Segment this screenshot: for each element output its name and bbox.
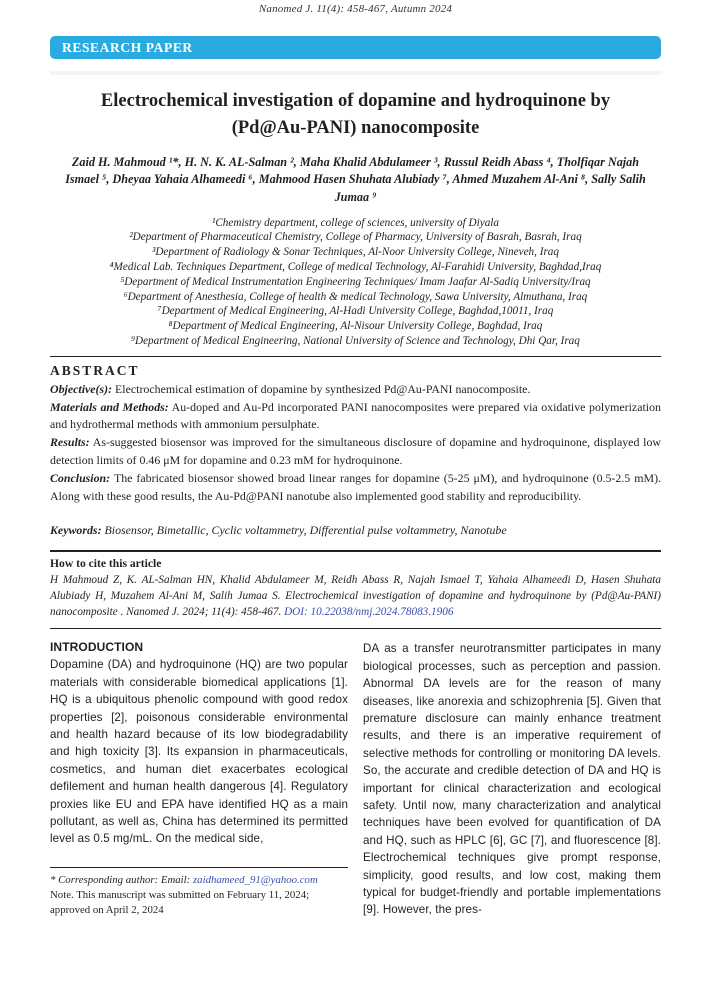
abstract-results <box>50 434 661 470</box>
introduction-left-text: Dopamine (DA) and hydroquinone (HQ) are two popular materials with considerable biomedical applications [1]. HQ is a ubiquitous phenolic compound with good redox properties [2], poisonous considerable environmental and health hazard because of its low biodegradability and high toxicity [3]. Its expansion in pharmaceuticals, cosmetics, and human diet exacerbates ecological defilement and human health dangerous [4]. Regulatory proxies like EU and EPA have identified HQ as a main pollutant, as well as, China has determined its permitted level as 0.5 mg/mL. On the medical side, <box>50 658 348 846</box>
citation-box-bottom-rule <box>50 628 661 629</box>
abstract-objectives-label: Objective(s): <box>50 381 113 396</box>
affiliation-item: ⁵Department of Medical Instrumentation Engineering Techniques/ Imam Jaafar Al-Sadiq University/Iraq <box>120 275 591 288</box>
right-column <box>363 640 661 918</box>
introduction-heading: INTRODUCTION <box>50 640 144 655</box>
abstract-conclusion <box>50 470 661 506</box>
author-list: Zaid H. Mahmoud ¹*, H. N. K. AL-Salman ², Maha Khalid Abdulameer ³, Russul Reidh Abass ⁴, Tholfiqar Najah Ismael ⁵, Dheyaa Yahaia Alhameedi ⁶, Mahmood Hasen Shuhata Alubiady ⁷, Ahmed Muzahem Al-Ani ⁸, Sally Salih Jumaa ⁹ <box>65 154 646 204</box>
abstract-heading: ABSTRACT <box>50 362 140 378</box>
journal-header-line: Nanomed J. 11(4): 458-467, Autumn 2024 <box>258 3 453 15</box>
affiliation-item: ⁷Department of Medical Engineering, Al-Hadi University College, Baghdad,10011, Iraq <box>157 305 554 318</box>
keywords-text: Biosensor, Bimetallic, Cyclic voltammetry, Differential pulse voltammetry, Nanotube <box>104 522 507 537</box>
citation-body: H Mahmoud Z, K. AL-Salman HN, Khalid Abdulameer M, Reidh Abass R, Najah Ismael T, Yahaia Alhameedi D, Hasen Shuhata Alubiady H, Muzahem Al-Ani M, Salih Jumaa S. Electrochemical investigation of dopamine and hydroquinone by (Pd@Au-PANI) nanocomposite . Nanomed J. 2024; 11(4): 458-467. <box>50 573 661 619</box>
doi-link[interactable]: DOI: 10.22038/nmj.2024.78083.1906 <box>284 606 454 619</box>
abstract-methods <box>50 399 661 435</box>
keywords-label: Keywords: <box>50 522 102 537</box>
abstract-results-text: As-suggested biosensor was improved for the simultaneous disclosure of dopamine and hydroquinone, displayed low detection limits of 0.46 μM for dopamine and 0.23 mM for hydroquinone. <box>50 435 661 468</box>
abstract-conclusion-label: Conclusion: <box>50 471 111 486</box>
abstract-methods-label: Materials and Methods: <box>50 399 169 414</box>
citation-heading: How to cite this article <box>50 556 162 570</box>
affiliation-item: ¹Chemistry department, college of sciences, university of Diyala <box>211 216 499 229</box>
corresponding-author-email-link[interactable]: zaidhameed_91@yahoo.com <box>192 873 318 886</box>
affiliations-abstract-divider <box>50 356 661 357</box>
research-paper-banner: RESEARCH PAPER <box>50 36 661 59</box>
affiliation-item: ³Department of Radiology & Sonar Techniques, Al-Noor University College, Nineveh, Iraq <box>152 246 559 259</box>
corresponding-author-line <box>50 873 348 888</box>
affiliation-item: ⁸Department of Medical Engineering, Al-Nisour University College, Baghdad, Iraq <box>168 320 543 333</box>
abstract-objectives-text: Electrochemical estimation of dopamine by synthesized Pd@Au-PANI nanocomposite. <box>115 381 531 396</box>
abstract-methods-text: Au-doped and Au-Pd incorporated PANI nanocomposites were prepared via oxidative polymerization and hydrothermal methods with ammonium persulphate. <box>50 399 661 432</box>
affiliation-item: ²Department of Pharmaceutical Chemistry, College of Pharmacy, University of Basrah, Basrah, Iraq <box>129 231 582 244</box>
affiliation-list <box>50 216 661 349</box>
citation-box <box>50 552 661 629</box>
citation-text <box>50 572 661 621</box>
affiliation-item: ⁴Medical Lab. Techniques Department, College of medical Technology, Al-Farahidi University, Baghdad,Iraq <box>109 261 602 274</box>
affiliation-item: ⁹Department of Medical Engineering, National University of Science and Technology, Dhi Qar, Iraq <box>131 334 580 347</box>
keywords-line <box>50 523 661 538</box>
two-column-body <box>50 640 661 918</box>
corresponding-author-prefix: * Corresponding author: Email: <box>50 873 193 886</box>
abstract-objectives <box>50 381 661 399</box>
manuscript-dates-note: Note. This manuscript was submitted on February 11, 2024; approved on April 2, 2024 <box>50 888 310 916</box>
introduction-right-text: DA as a transfer neurotransmitter participates in many biological processes, such as perception and passion. Abnormal DA levels are for the reason of many diseases, like anorexia and schizophrenia [5]. Given that premature disclosure can mainly enhance treatment results, and there is an imperative requirement of selective methods for controlling or monitoring DA levels. So, the accurate and credible detection of DA and HQ is important for clinical characterization and ecological safety. Until now, many characterization and analytical techniques have been evolved for quantification of DA and HQ, such as HPLC [6], GC [7], and fluorescence [8]. Electrochemical techniques give prompt response, simplicity, good results, and low cost, making them typical for budget-friendly and portable implementations [9]. However, the pres- <box>363 642 661 917</box>
left-column <box>50 640 348 918</box>
corresponding-author-footnote <box>50 867 348 918</box>
article-title: Electrochemical investigation of dopamine and hydroquinone by (Pd@Au-PANI) nanocomposite <box>100 91 611 138</box>
abstract-conclusion-text: The fabricated biosensor showed broad linear ranges for dopamine (5-25 μM), and hydroquinone (0.5-2.5 mM). Along with these good results, the Au-Pd@PANI nanotube also implemented good stability and reproducibility. <box>50 471 662 503</box>
abstract-body <box>50 381 661 506</box>
banner-divider <box>50 71 661 75</box>
abstract-results-label: Results: <box>50 435 90 450</box>
affiliation-item: ⁶Department of Anesthesia, College of health & medical Technology, Sawa University, Almuthana, Iraq <box>123 290 588 303</box>
